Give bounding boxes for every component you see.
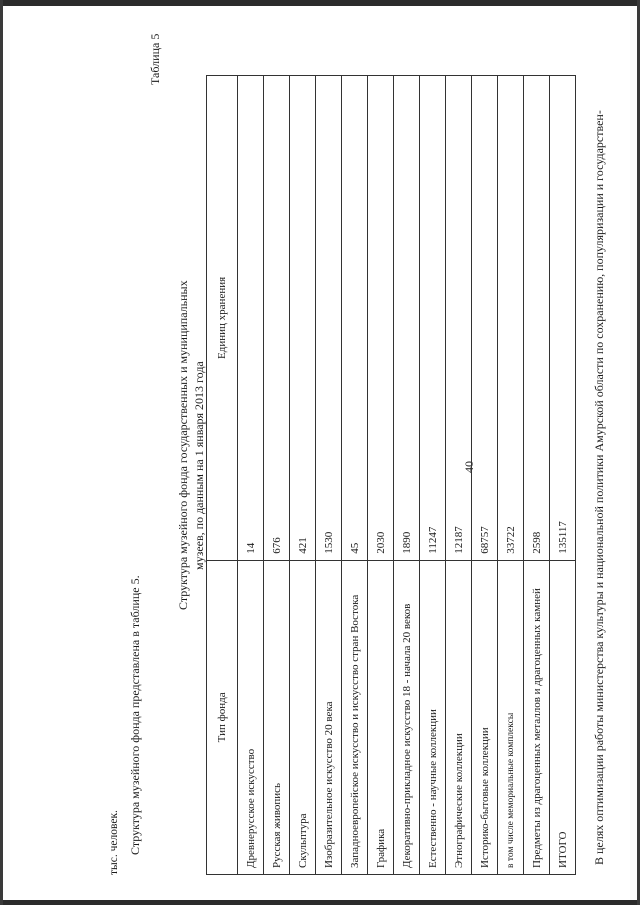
storage-units-cell: 2030: [368, 76, 394, 561]
fund-type-cell: Русская живопись: [264, 560, 290, 874]
table-row: [342, 76, 368, 875]
table-row: [394, 76, 420, 875]
fund-type-cell: Древнерусское искусство: [238, 560, 264, 874]
storage-units-cell: 1530: [316, 76, 342, 561]
fund-type-cell: Предметы из драгоценных металлов и драгоценных камней: [524, 560, 550, 874]
fund-type-cell: Западноевропейское искусство и искусство стран Востока: [342, 560, 368, 874]
storage-units-cell: 45: [342, 76, 368, 561]
fund-type-cell: Скульптура: [290, 560, 316, 874]
table-label: Таблица 5: [148, 33, 162, 85]
table-row: [290, 76, 316, 875]
storage-units-cell: 676: [264, 76, 290, 561]
table-row: [472, 76, 498, 875]
storage-units-cell: 12187: [446, 76, 472, 561]
fund-type-cell: ИТОГО: [550, 560, 576, 874]
storage-units-cell: 11247: [420, 76, 446, 561]
storage-units-cell: 421: [290, 76, 316, 561]
fund-type-cell: Декоративно-прикладное искусство 18 - начала 20 веков: [394, 560, 420, 874]
storage-units-cell: 2598: [524, 76, 550, 561]
table-row: [420, 76, 446, 875]
fund-type-cell: Этнографические коллекции: [446, 560, 472, 874]
fund-type-cell: Графика: [368, 560, 394, 874]
footer-paragraph: В целях оптимизации работы министерства культуры и национальной политики Амурской области по сохранению, популяризации и государствен-: [592, 110, 606, 865]
table-row: [498, 76, 524, 875]
fund-type-cell: Историко-бытовые коллекции: [472, 560, 498, 874]
table-row: [524, 76, 550, 875]
table-title-line2: музеев, по данным на 1 января 2013 года: [192, 361, 206, 570]
table-row: [238, 76, 264, 875]
storage-units-cell: 14: [238, 76, 264, 561]
header-fund-type: Тип фонда: [207, 560, 238, 874]
museum-fund-table: [206, 75, 576, 875]
table-row: [316, 76, 342, 875]
intro-paragraph: Структура музейного фонда представлена в таблице 5.: [128, 575, 142, 855]
table-row: [368, 76, 394, 875]
storage-units-cell: 33722: [498, 76, 524, 561]
units-line: тыс. человек.: [108, 810, 120, 875]
table-title-line1: Структура музейного фонда государственных и муниципальных: [176, 280, 190, 610]
table-row: [264, 76, 290, 875]
page-number: 40: [462, 461, 476, 473]
fund-type-cell: в том числе мемориальные комплексы: [498, 560, 524, 874]
table-header-row: [207, 76, 238, 875]
fund-type-cell: Естественно - научные коллекции: [420, 560, 446, 874]
table-total-row: [550, 76, 576, 875]
storage-units-cell: 1890: [394, 76, 420, 561]
header-storage-units: Единиц хранения: [207, 76, 238, 561]
storage-units-cell: 68757: [472, 76, 498, 561]
table-row: [446, 76, 472, 875]
storage-units-cell: 135117: [550, 76, 576, 561]
fund-type-cell: Изобразительное искусство 20 века: [316, 560, 342, 874]
